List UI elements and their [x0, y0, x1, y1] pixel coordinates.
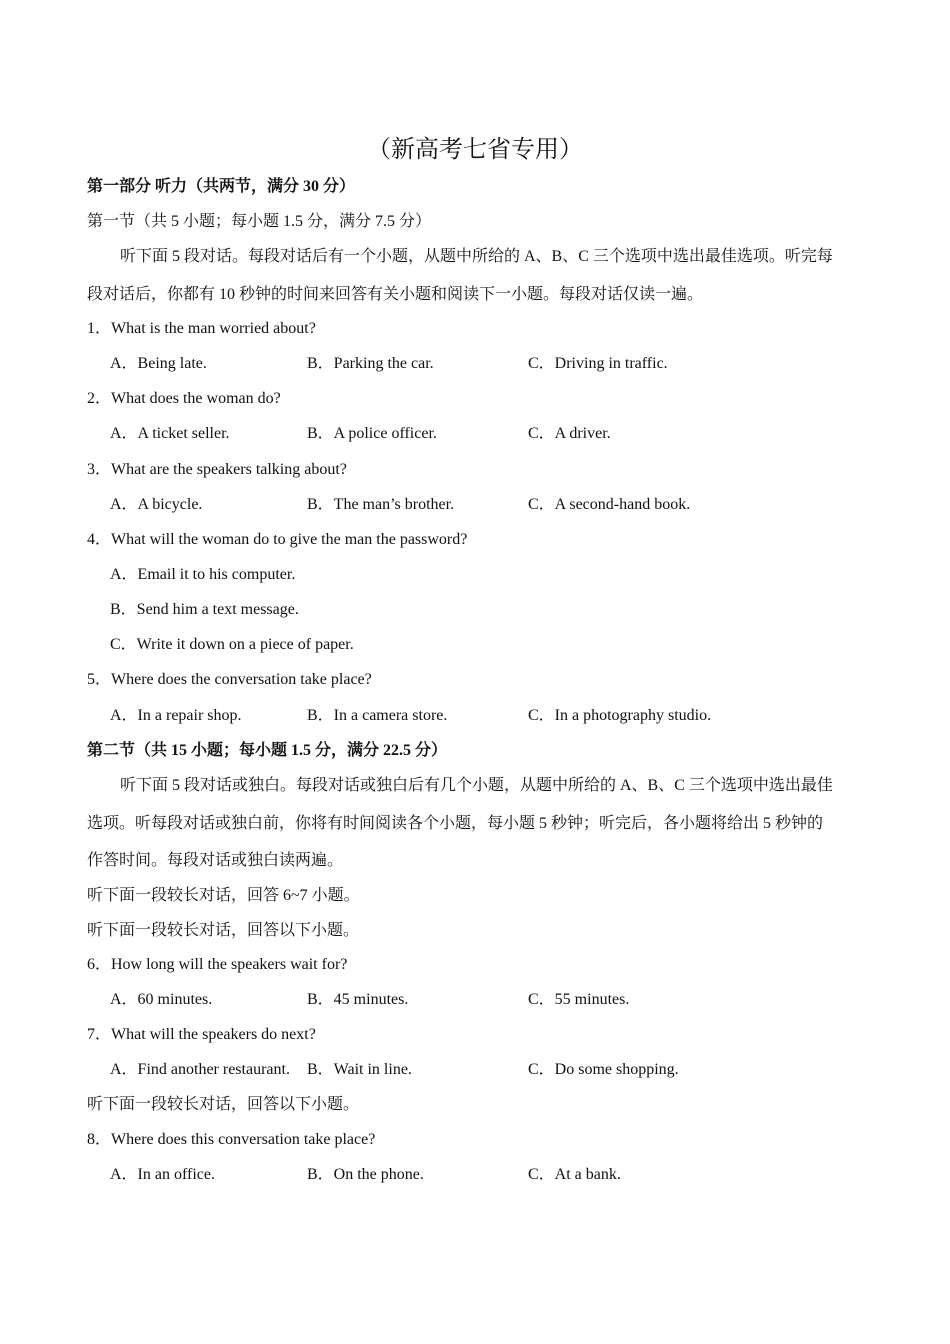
option-b: B．A police officer.: [307, 425, 437, 442]
option-b: B．Parking the car.: [307, 355, 434, 372]
section1-instructions-line1: 听下面 5 段对话。每段对话后有一个小题，从题中所给的 A、B、C 三个选项中选出最佳选项。听完每: [120, 248, 833, 265]
question-4: 4．What will the woman do to give the man the password?: [87, 531, 468, 548]
part1-heading: 第一部分 听力（共两节，满分 30 分）: [87, 178, 356, 195]
page-title: （新高考七省专用）: [367, 137, 583, 163]
section1-heading: 第一节（共 5 小题；每小题 1.5 分，满分 7.5 分）: [87, 213, 432, 230]
option-c: C．Driving in traffic.: [528, 355, 668, 372]
section2-instructions-line1: 听下面 5 段对话或独白。每段对话或独白后有几个小题，从题中所给的 A、B、C 三个选项中选出最佳: [120, 777, 833, 794]
question-5-options: [0, 705, 950, 727]
section1-instructions-line2: 段对话后，你都有 10 秒钟的时间来回答有关小题和阅读下一小题。每段对话仅读一遍。: [87, 286, 704, 303]
section2-instructions-line2: 选项。听每段对话或独白前，你将有时间阅读各个小题，每小题 5 秒钟；听完后，各小题将给出 5 秒钟的: [87, 815, 824, 832]
option-b: B．Wait in line.: [307, 1061, 412, 1078]
option-a: A．In a repair shop.: [110, 707, 242, 724]
question-4-option-c-row: [0, 634, 950, 656]
option-a: A．In an office.: [110, 1166, 216, 1183]
option-c: C．55 minutes.: [528, 991, 630, 1008]
option-c: C．In a photography studio.: [528, 707, 712, 724]
question-1-options: [0, 353, 950, 375]
listening-note-3: 听下面一段较长对话，回答以下小题。: [87, 1096, 360, 1113]
section2-heading: 第二节（共 15 小题；每小题 1.5 分，满分 22.5 分）: [87, 742, 448, 759]
option-c: C．Do some shopping.: [528, 1061, 679, 1078]
question-7: 7．What will the speakers do next?: [87, 1026, 316, 1043]
question-1: 1．What is the man worried about?: [87, 320, 316, 337]
option-b: B．45 minutes.: [307, 991, 409, 1008]
listening-note-2: 听下面一段较长对话，回答以下小题。: [87, 922, 360, 939]
option-a: A．Find another restaurant.: [110, 1061, 290, 1078]
option-c: C．Write it down on a piece of paper.: [110, 636, 354, 653]
section2-instructions-line3: 作答时间。每段对话或独白读两遍。: [87, 852, 344, 869]
option-a: A．A bicycle.: [110, 496, 203, 513]
listening-note-1: 听下面一段较长对话，回答 6~7 小题。: [87, 887, 360, 904]
question-3: 3．What are the speakers talking about?: [87, 461, 347, 478]
option-b: B．On the phone.: [307, 1166, 424, 1183]
option-a: A．Being late.: [110, 355, 207, 372]
question-3-options: [0, 494, 950, 516]
option-b: B．Send him a text message.: [110, 601, 299, 618]
option-b: B．The man’s brother.: [307, 496, 455, 513]
question-4-option-b-row: [0, 599, 950, 621]
option-b: B．In a camera store.: [307, 707, 448, 724]
question-8: 8．Where does this conversation take place?: [87, 1131, 376, 1148]
question-6: 6．How long will the speakers wait for?: [87, 956, 348, 973]
question-2-options: [0, 423, 950, 445]
option-a: A．A ticket seller.: [110, 425, 230, 442]
option-a: A．Email it to his computer.: [110, 566, 296, 583]
option-c: C．A second-hand book.: [528, 496, 691, 513]
option-c: C．A driver.: [528, 425, 611, 442]
question-2: 2．What does the woman do?: [87, 390, 281, 407]
question-8-options: [0, 1164, 950, 1186]
option-a: A．60 minutes.: [110, 991, 213, 1008]
question-6-options: [0, 989, 950, 1011]
question-4-option-a-row: [0, 564, 950, 586]
question-7-options: [0, 1059, 950, 1081]
question-5: 5．Where does the conversation take place?: [87, 671, 372, 688]
option-c: C．At a bank.: [528, 1166, 621, 1183]
